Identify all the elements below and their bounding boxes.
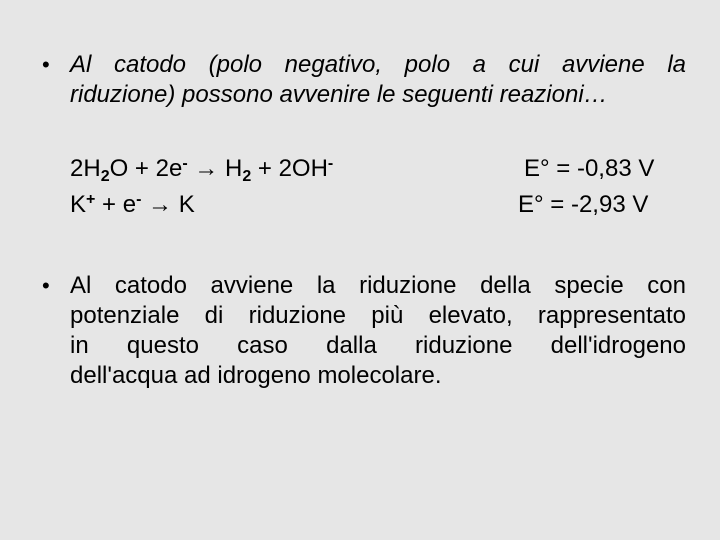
bullet-1-text: [70, 50, 686, 110]
bullet-2-text: [70, 271, 686, 391]
reaction-2-part-2: + e: [95, 191, 137, 218]
bullet-1: [0, 50, 720, 120]
bullet-2-line-1: Al catodo avviene la riduzione della specie con: [70, 272, 686, 299]
bullet-1-line-2: riduzione) possono avvenire le seguenti reazioni…: [70, 81, 608, 108]
reaction-1-superscript-1: -: [182, 155, 188, 172]
reaction-1-part-3: → H: [187, 155, 243, 182]
bullet-1-line-1: Al catodo (polo negativo, polo a cui avviene la: [70, 51, 686, 78]
bullet-2: [0, 271, 720, 401]
bullet-2-marker: •: [42, 273, 50, 298]
reaction-1-part-1: 2H: [70, 155, 101, 182]
bullet-2-line-3: in questo caso dalla riduzione dell'idrogeno: [70, 332, 686, 359]
reaction-1-subscript-2: 2: [242, 168, 252, 185]
reaction-1-equation: [70, 154, 333, 184]
reaction-2-potential: E° = -2,93 V: [518, 191, 649, 218]
reaction-1-superscript-2: -: [327, 155, 334, 172]
reaction-1-subscript-1: 2: [100, 168, 110, 185]
reaction-2-superscript-1: +: [86, 191, 96, 208]
reaction-1-part-4: + 2OH: [251, 155, 328, 182]
bullet-2-line-4: dell'acqua ad idrogeno molecolare.: [70, 362, 442, 389]
bullet-1-marker: •: [42, 52, 50, 77]
reaction-2-superscript-2: -: [136, 191, 142, 208]
bullet-2-line-2: potenziale di riduzione più elevato, rappresentato: [70, 302, 686, 329]
reaction-1-part-2: O + 2e: [109, 155, 183, 182]
reaction-2-equation: [70, 190, 195, 220]
reaction-1-potential: E° = -0,83 V: [524, 155, 655, 182]
reaction-2-part-3: → K: [141, 191, 195, 218]
reaction-2-part-1: K: [70, 191, 87, 218]
